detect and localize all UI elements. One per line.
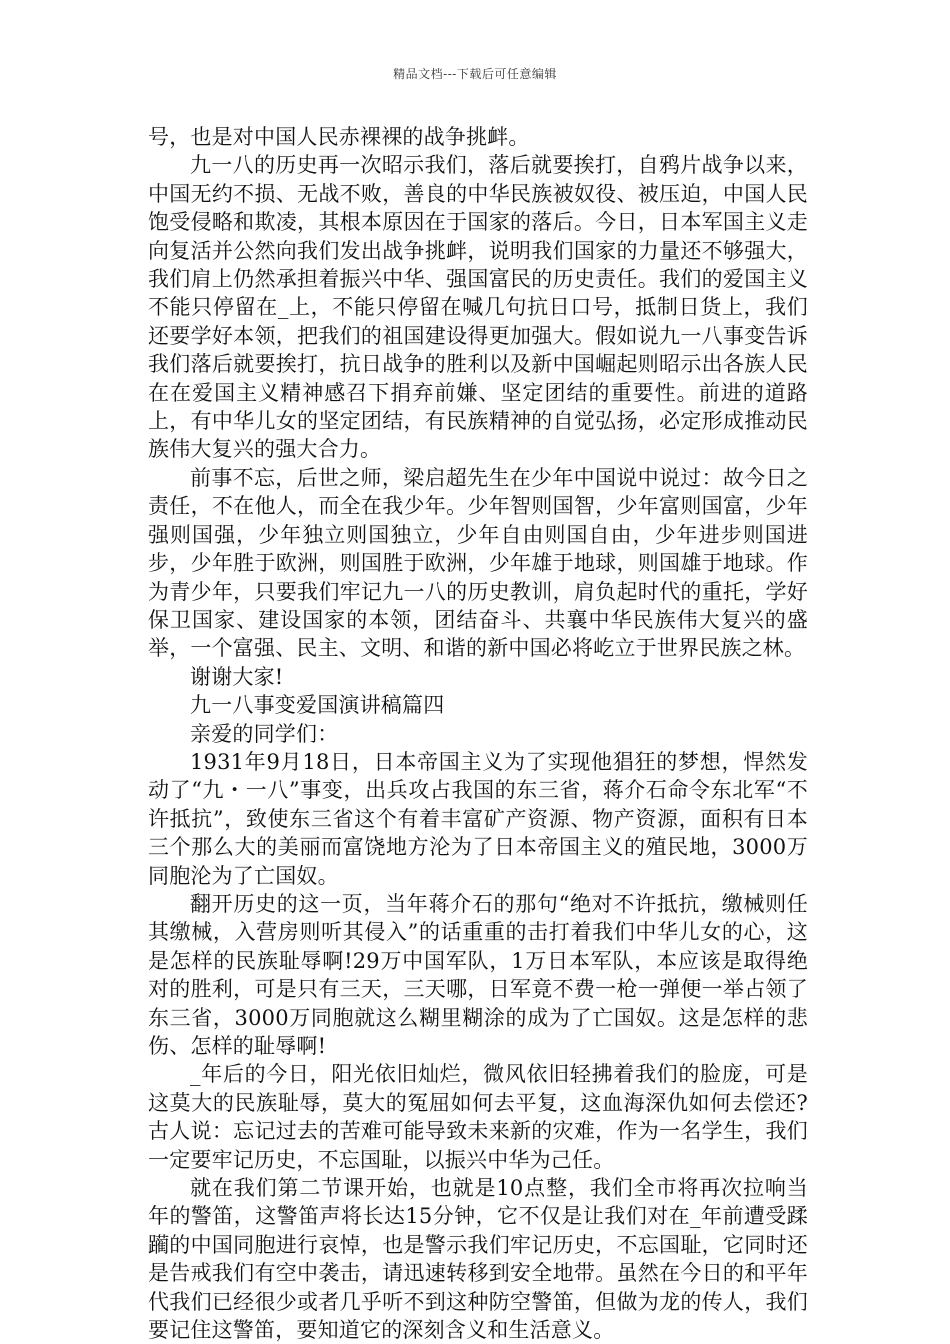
paragraph-4: 谢谢大家!: [190, 664, 284, 689]
section-title: 九一八事变爱国演讲稿篇四: [190, 693, 445, 718]
paragraph-3: 前事不忘，后世之师，梁启超先生在少年中国说中说过：故今日之责任，不在他人，而全在我少年。少年智则国智，少年富则国富，少年强则国强，少年独立则国独立，少年自由则国自由，少年进步则国进步，少年胜于欧洲，则国胜于欧洲，少年雄于地球，则国雄于地球。作为青少年，只要我们牢记九一八的历史教训，肩负起时代的重托，学好保卫国家、建设国家的本领，团结奋斗、共襄中华民族伟大复兴的盛举，一个富强、民主、文明、和谐的新中国必将屹立于世界民族之林。: [148, 465, 808, 661]
document-body: [148, 123, 808, 1344]
paragraph-7: 1931年9月18日，日本帝国主义为了实现他猖狂的梦想，悍然发动了“九・一八”事变，出兵攻占我国的东三省，蒋介石命令东北军“不许抵抗”，致使东三省这个有着丰富矿产资源、物产资源，面积有日本三个那么大的美丽而富饶地方沦为了日本帝国主义的殖民地，3000万同胞沦为了亡国奴。: [148, 749, 808, 888]
page-header: 精品文档---下载后可任意编辑: [393, 67, 557, 81]
paragraph-2: 九一八的历史再一次昭示我们，落后就要挨打，自鸦片战争以来，中国无约不损、无战不败，善良的中华民族被奴役、被压迫，中国人民饱受侵略和欺凌，其根本原因在于国家的落后。今日，日本军国主义走向复活并公然向我们发出战争挑衅，说明我们国家的力量还不够强大，我们肩上仍然承担着振兴中华、强国富民的历史责任。我们的爱国主义不能只停留在_上，不能只停留在喊几句抗日口号，抵制日货上，我们还要学好本领，把我们的祖国建设得更加强大。假如说九一八事变告诉我们落后就要挨打，抗日战争的胜利以及新中国崛起则昭示出各族人民在在爱国主义精神感召下捐弃前嫌、坚定团结的重要性。前进的道路上，有中华儿女的坚定团结，有民族精神的自觉弘扬，必定形成推动民族伟大复兴的强大合力。: [148, 153, 808, 462]
paragraph-9: _年后的今日，阳光依旧灿烂，微风依旧轻拂着我们的脸庞，可是这莫大的民族耻辱，莫大的冤屈如何去平复，这血海深仇如何去偿还?古人说：忘记过去的苦难可能导致未来新的灾难，作为一名学生，我们一定要牢记历史，不忘国耻，以振兴中华为己任。: [148, 1062, 808, 1172]
paragraph-8: 翻开历史的这一页，当年蒋介石的那句“绝对不许抵抗，缴械则任其缴械，入营房则听其侵入”的话重重的击打着我们中华儿女的心，这是怎样的民族耻辱啊!29万中国军队，1万日本军队，本应该是取得绝对的胜利，可是只有三天，三天哪，日军竟不费一枪一弹便一举占领了东三省，3000万同胞就这么糊里糊涂的成为了亡国奴。这是怎样的悲伤、怎样的耻辱啊!: [148, 891, 808, 1058]
paragraph-1: 号，也是对中国人民赤裸裸的战争挑衅。: [148, 125, 530, 149]
salutation: 亲爱的同学们：: [190, 721, 339, 746]
paragraph-10: 就在我们第二节课开始，也就是10点整，我们全市将再次拉响当年的警笛，这警笛声将长达15分钟，它不仅是让我们对在_年前遭受蹂躏的中国同胞进行哀悼，也是警示我们牢记历史，不忘国耻，它同时还是告戒我们有空中袭击，请迅速转移到安全地带。虽然在今日的和平年代我们已经很少或者几乎听不到这种防空警笛，但做为龙的传人，我们要记住这警笛，要知道它的深刻含义和生活意义。: [148, 1176, 808, 1343]
